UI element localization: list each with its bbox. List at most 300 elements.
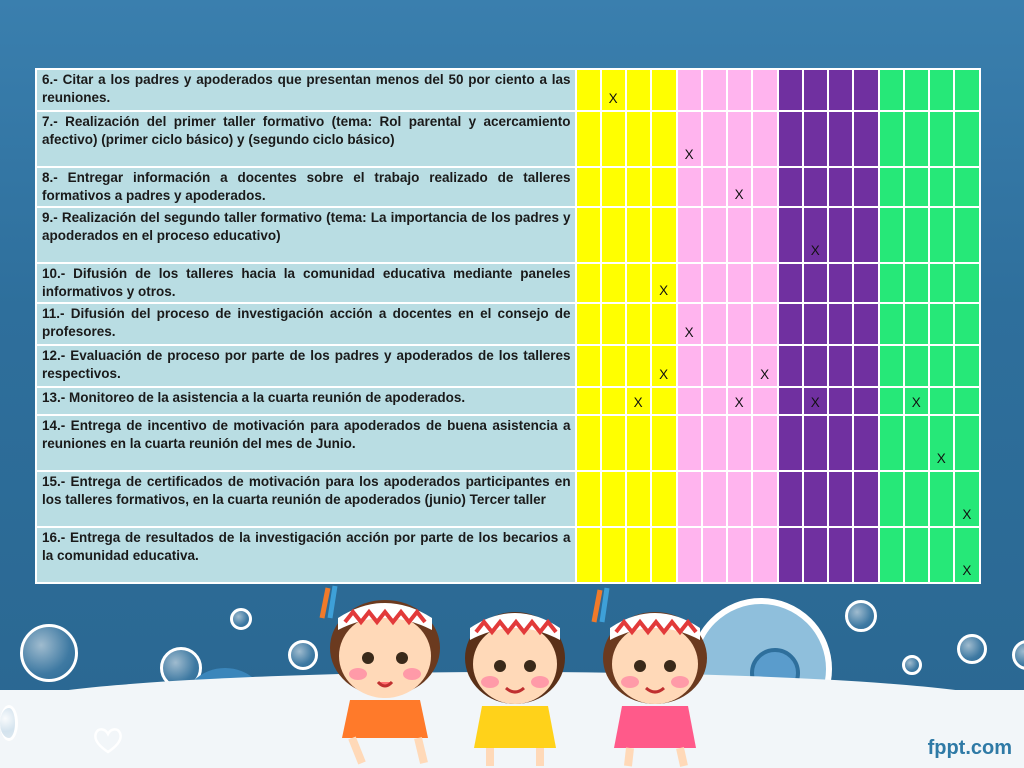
schedule-cell bbox=[626, 263, 651, 303]
schedule-cell bbox=[601, 471, 626, 527]
mark-x bbox=[930, 580, 953, 582]
mark-x bbox=[577, 300, 600, 302]
schedule-cell bbox=[828, 69, 853, 111]
mark-x bbox=[854, 412, 878, 414]
mark-x bbox=[602, 412, 625, 414]
schedule-cell bbox=[702, 69, 727, 111]
mark-x bbox=[854, 108, 878, 110]
mark-x bbox=[577, 342, 600, 344]
mark-x bbox=[753, 260, 777, 262]
schedule-cell bbox=[929, 345, 954, 387]
mark-x bbox=[880, 164, 903, 166]
mark-x bbox=[703, 300, 726, 302]
mark-x: X bbox=[962, 563, 972, 578]
schedule-cell bbox=[727, 303, 752, 345]
mark-x bbox=[829, 384, 852, 386]
mark-x bbox=[703, 108, 726, 110]
activity-schedule-table bbox=[35, 68, 981, 584]
table-row bbox=[36, 263, 980, 303]
mark-x bbox=[652, 204, 676, 206]
mark-x bbox=[602, 260, 625, 262]
mark-x bbox=[804, 108, 827, 110]
mark-x bbox=[854, 164, 878, 166]
schedule-cell bbox=[626, 387, 651, 415]
mark-x bbox=[602, 204, 625, 206]
mark-x bbox=[880, 300, 903, 302]
mark-x bbox=[905, 204, 928, 206]
schedule-cell bbox=[803, 207, 828, 263]
mark-x bbox=[930, 300, 953, 302]
schedule-cell bbox=[929, 415, 954, 471]
mark-x bbox=[829, 412, 852, 414]
mark-x bbox=[905, 468, 928, 470]
mark-x bbox=[577, 108, 600, 110]
schedule-cell bbox=[954, 69, 980, 111]
schedule-cell bbox=[727, 69, 752, 111]
mark-x bbox=[652, 468, 676, 470]
mark-x bbox=[602, 384, 625, 386]
mark-x bbox=[955, 342, 979, 344]
bubble-decoration bbox=[20, 624, 78, 682]
mark-x bbox=[955, 204, 979, 206]
schedule-cell bbox=[929, 111, 954, 167]
schedule-cell bbox=[778, 111, 803, 167]
schedule-cell bbox=[853, 263, 879, 303]
bubble-decoration bbox=[230, 608, 252, 630]
mark-x bbox=[804, 164, 827, 166]
schedule-cell bbox=[651, 527, 677, 583]
schedule-cell bbox=[576, 345, 601, 387]
mark-x bbox=[930, 204, 953, 206]
schedule-cell bbox=[626, 69, 651, 111]
schedule-cell bbox=[677, 387, 702, 415]
schedule-cell bbox=[954, 345, 980, 387]
schedule-cell bbox=[601, 111, 626, 167]
schedule-cell bbox=[727, 207, 752, 263]
schedule-cell bbox=[702, 263, 727, 303]
mark-x bbox=[854, 580, 878, 582]
mark-x bbox=[829, 260, 852, 262]
schedule-cell bbox=[626, 303, 651, 345]
schedule-cell bbox=[601, 415, 626, 471]
mark-x bbox=[880, 580, 903, 582]
mark-x bbox=[930, 384, 953, 386]
mark-x bbox=[829, 468, 852, 470]
mark-x bbox=[627, 342, 650, 344]
schedule-cell bbox=[904, 387, 929, 415]
schedule-cell bbox=[727, 527, 752, 583]
schedule-cell bbox=[752, 263, 778, 303]
schedule-cell bbox=[929, 387, 954, 415]
mark-x bbox=[930, 164, 953, 166]
schedule-cell bbox=[803, 527, 828, 583]
mark-x bbox=[753, 164, 777, 166]
schedule-cell bbox=[879, 415, 904, 471]
schedule-cell bbox=[954, 111, 980, 167]
schedule-cell bbox=[929, 471, 954, 527]
mark-x bbox=[728, 300, 751, 302]
schedule-cell bbox=[601, 387, 626, 415]
schedule-cell bbox=[778, 387, 803, 415]
schedule-cell bbox=[651, 207, 677, 263]
mark-x bbox=[930, 260, 953, 262]
schedule-cell bbox=[904, 263, 929, 303]
schedule-cell bbox=[677, 111, 702, 167]
schedule-cell bbox=[853, 415, 879, 471]
schedule-cell bbox=[727, 167, 752, 207]
mark-x: X bbox=[659, 283, 669, 298]
schedule-cell bbox=[752, 207, 778, 263]
mark-x: X bbox=[810, 395, 820, 410]
mark-x bbox=[779, 412, 802, 414]
schedule-cell bbox=[651, 387, 677, 415]
mark-x bbox=[779, 384, 802, 386]
mark-x bbox=[854, 260, 878, 262]
mark-x bbox=[577, 524, 600, 526]
mark-x bbox=[602, 300, 625, 302]
schedule-cell bbox=[702, 387, 727, 415]
schedule-cell bbox=[954, 527, 980, 583]
mark-x: X bbox=[684, 325, 694, 340]
schedule-cell bbox=[904, 303, 929, 345]
schedule-cell bbox=[677, 345, 702, 387]
schedule-cell bbox=[904, 207, 929, 263]
mark-x bbox=[753, 300, 777, 302]
mark-x bbox=[678, 300, 701, 302]
schedule-cell bbox=[601, 167, 626, 207]
schedule-cell bbox=[853, 167, 879, 207]
schedule-cell bbox=[929, 527, 954, 583]
mark-x bbox=[678, 524, 701, 526]
mark-x bbox=[955, 412, 979, 414]
activity-cell: 8.- Entregar información a docentes sobre el trabajo realizado de talleres formativos a padres y apoderados. bbox=[36, 167, 576, 207]
mark-x bbox=[779, 342, 802, 344]
schedule-cell bbox=[879, 527, 904, 583]
schedule-cell bbox=[828, 167, 853, 207]
activity-cell: 14.- Entrega de incentivo de motivación para apoderados de buena asistencia a reuniones en la cuarta reunión del mes de Junio. bbox=[36, 415, 576, 471]
schedule-cell bbox=[651, 303, 677, 345]
mark-x bbox=[703, 204, 726, 206]
mark-x bbox=[905, 260, 928, 262]
mark-x bbox=[627, 108, 650, 110]
mark-x bbox=[652, 342, 676, 344]
mark-x bbox=[728, 384, 751, 386]
schedule-cell bbox=[904, 527, 929, 583]
schedule-cell bbox=[803, 387, 828, 415]
mark-x bbox=[955, 108, 979, 110]
schedule-cell bbox=[778, 69, 803, 111]
mark-x bbox=[804, 204, 827, 206]
mark-x bbox=[652, 108, 676, 110]
mark-x bbox=[930, 524, 953, 526]
fppt-logo: fppt.com bbox=[927, 737, 1012, 759]
schedule-cell bbox=[803, 263, 828, 303]
mark-x bbox=[905, 524, 928, 526]
schedule-cell bbox=[702, 303, 727, 345]
mark-x bbox=[627, 260, 650, 262]
schedule-cell bbox=[576, 471, 601, 527]
schedule-cell bbox=[879, 167, 904, 207]
schedule-cell bbox=[727, 387, 752, 415]
schedule-cell bbox=[879, 207, 904, 263]
schedule-cell bbox=[803, 415, 828, 471]
schedule-cell bbox=[752, 345, 778, 387]
mark-x bbox=[728, 260, 751, 262]
mark-x bbox=[955, 164, 979, 166]
mark-x bbox=[703, 164, 726, 166]
mark-x bbox=[753, 468, 777, 470]
schedule-cell bbox=[727, 111, 752, 167]
mark-x bbox=[678, 468, 701, 470]
mark-x bbox=[905, 384, 928, 386]
schedule-cell bbox=[778, 263, 803, 303]
schedule-cell bbox=[702, 207, 727, 263]
mark-x bbox=[905, 342, 928, 344]
mark-x bbox=[829, 108, 852, 110]
schedule-cell bbox=[853, 471, 879, 527]
mark-x bbox=[905, 164, 928, 166]
mark-x bbox=[728, 342, 751, 344]
schedule-cell bbox=[879, 263, 904, 303]
schedule-cell bbox=[702, 415, 727, 471]
table-row bbox=[36, 167, 980, 207]
schedule-cell bbox=[778, 167, 803, 207]
mark-x bbox=[703, 412, 726, 414]
mark-x bbox=[577, 164, 600, 166]
schedule-cell bbox=[677, 69, 702, 111]
schedule-cell bbox=[702, 167, 727, 207]
mark-x bbox=[627, 300, 650, 302]
mark-x bbox=[779, 260, 802, 262]
mark-x: X bbox=[962, 507, 972, 522]
mark-x bbox=[627, 384, 650, 386]
bubble-decoration bbox=[957, 634, 987, 664]
schedule-cell bbox=[651, 415, 677, 471]
mark-x bbox=[753, 342, 777, 344]
schedule-cell bbox=[828, 471, 853, 527]
schedule-cell bbox=[727, 263, 752, 303]
mark-x bbox=[804, 342, 827, 344]
mark-x bbox=[753, 204, 777, 206]
mark-x bbox=[652, 164, 676, 166]
activity-cell: 10.- Difusión de los talleres hacia la comunidad educativa mediante paneles informativos y otros. bbox=[36, 263, 576, 303]
mark-x bbox=[728, 524, 751, 526]
schedule-cell bbox=[828, 387, 853, 415]
table-row bbox=[36, 345, 980, 387]
mark-x bbox=[728, 468, 751, 470]
schedule-cell bbox=[904, 471, 929, 527]
schedule-cell bbox=[803, 69, 828, 111]
table-row bbox=[36, 303, 980, 345]
activity-cell: 9.- Realización del segundo taller formativo (tema: La importancia de los padres y apoderados en el proceso educativo) bbox=[36, 207, 576, 263]
mark-x bbox=[627, 468, 650, 470]
schedule-cell bbox=[828, 207, 853, 263]
mark-x bbox=[577, 412, 600, 414]
mark-x bbox=[602, 164, 625, 166]
schedule-cell bbox=[904, 415, 929, 471]
schedule-cell bbox=[904, 69, 929, 111]
schedule-cell bbox=[752, 387, 778, 415]
schedule-cell bbox=[778, 527, 803, 583]
mark-x bbox=[779, 204, 802, 206]
mark-x bbox=[577, 260, 600, 262]
mark-x bbox=[804, 580, 827, 582]
schedule-cell bbox=[651, 345, 677, 387]
schedule-cell bbox=[778, 207, 803, 263]
schedule-cell bbox=[828, 111, 853, 167]
schedule-cell bbox=[677, 207, 702, 263]
schedule-cell bbox=[626, 167, 651, 207]
mark-x bbox=[930, 108, 953, 110]
schedule-cell bbox=[879, 345, 904, 387]
mark-x bbox=[854, 300, 878, 302]
schedule-cell bbox=[677, 527, 702, 583]
mark-x bbox=[753, 412, 777, 414]
mark-x bbox=[930, 342, 953, 344]
activity-cell: 13.- Monitoreo de la asistencia a la cuarta reunión de apoderados. bbox=[36, 387, 576, 415]
mark-x: X bbox=[633, 395, 643, 410]
mark-x bbox=[703, 342, 726, 344]
activity-cell: 16.- Entrega de resultados de la investigación acción por parte de los becarios a la comunidad educativa. bbox=[36, 527, 576, 583]
mark-x bbox=[678, 260, 701, 262]
schedule-cell bbox=[576, 207, 601, 263]
mark-x bbox=[602, 468, 625, 470]
schedule-cell bbox=[929, 69, 954, 111]
table-row bbox=[36, 387, 980, 415]
mark-x bbox=[955, 300, 979, 302]
mark-x bbox=[602, 524, 625, 526]
schedule-cell bbox=[904, 111, 929, 167]
children-illustration bbox=[300, 578, 740, 768]
table-row bbox=[36, 471, 980, 527]
schedule-cell bbox=[576, 415, 601, 471]
schedule-cell bbox=[626, 527, 651, 583]
schedule-cell bbox=[853, 387, 879, 415]
schedule-cell bbox=[702, 527, 727, 583]
mark-x bbox=[703, 468, 726, 470]
schedule-cell bbox=[601, 207, 626, 263]
mark-x bbox=[854, 384, 878, 386]
mark-x bbox=[955, 260, 979, 262]
schedule-cell bbox=[626, 111, 651, 167]
schedule-cell bbox=[778, 303, 803, 345]
table-row bbox=[36, 527, 980, 583]
mark-x bbox=[854, 204, 878, 206]
activity-cell: 6.- Citar a los padres y apoderados que presentan menos del 50 por ciento a las reuniones. bbox=[36, 69, 576, 111]
schedule-cell bbox=[626, 471, 651, 527]
mark-x bbox=[577, 384, 600, 386]
mark-x: X bbox=[810, 243, 820, 258]
mark-x bbox=[779, 164, 802, 166]
schedule-cell bbox=[879, 69, 904, 111]
activity-cell: 12.- Evaluación de proceso por parte de los padres y apoderados de los talleres respectivos. bbox=[36, 345, 576, 387]
schedule-cell bbox=[752, 527, 778, 583]
mark-x: X bbox=[911, 395, 921, 410]
schedule-cell bbox=[576, 69, 601, 111]
mark-x bbox=[880, 342, 903, 344]
schedule-cell bbox=[879, 303, 904, 345]
schedule-cell bbox=[576, 167, 601, 207]
mark-x bbox=[880, 384, 903, 386]
mark-x bbox=[880, 468, 903, 470]
mark-x bbox=[955, 468, 979, 470]
schedule-cell bbox=[601, 527, 626, 583]
schedule-cell bbox=[626, 345, 651, 387]
mark-x: X bbox=[608, 91, 618, 106]
mark-x bbox=[880, 204, 903, 206]
schedule-cell bbox=[853, 345, 879, 387]
schedule-cell bbox=[879, 111, 904, 167]
schedule-cell bbox=[601, 263, 626, 303]
schedule-cell bbox=[677, 303, 702, 345]
schedule-cell bbox=[576, 263, 601, 303]
schedule-cell bbox=[752, 303, 778, 345]
schedule-cell bbox=[929, 303, 954, 345]
mark-x: X bbox=[734, 187, 744, 202]
schedule-cell bbox=[803, 167, 828, 207]
mark-x bbox=[602, 342, 625, 344]
mark-x bbox=[753, 524, 777, 526]
schedule-cell bbox=[828, 263, 853, 303]
schedule-cell bbox=[778, 345, 803, 387]
mark-x bbox=[779, 580, 802, 582]
mark-x: X bbox=[734, 395, 744, 410]
mark-x bbox=[905, 108, 928, 110]
schedule-cell bbox=[626, 207, 651, 263]
schedule-cell bbox=[803, 345, 828, 387]
mark-x bbox=[627, 204, 650, 206]
mark-x bbox=[678, 108, 701, 110]
mark-x bbox=[854, 524, 878, 526]
schedule-cell bbox=[803, 471, 828, 527]
mark-x bbox=[678, 384, 701, 386]
schedule-cell bbox=[853, 69, 879, 111]
schedule-cell bbox=[702, 471, 727, 527]
mark-x bbox=[829, 164, 852, 166]
mark-x bbox=[880, 412, 903, 414]
schedule-cell bbox=[702, 345, 727, 387]
schedule-cell bbox=[752, 471, 778, 527]
mark-x bbox=[880, 108, 903, 110]
mark-x bbox=[753, 108, 777, 110]
mark-x bbox=[728, 108, 751, 110]
schedule-cell bbox=[651, 167, 677, 207]
table-row bbox=[36, 111, 980, 167]
mark-x bbox=[652, 412, 676, 414]
mark-x bbox=[804, 384, 827, 386]
mark-x bbox=[854, 342, 878, 344]
schedule-cell bbox=[677, 415, 702, 471]
schedule-cell bbox=[626, 415, 651, 471]
table-row bbox=[36, 69, 980, 111]
schedule-cell bbox=[752, 69, 778, 111]
activity-cell: 15.- Entrega de certificados de motivación para los apoderados participantes en los talleres formativos, en la cuarta reunión de apoderados (junio) Tercer taller bbox=[36, 471, 576, 527]
bubble-decoration bbox=[845, 600, 877, 632]
mark-x bbox=[955, 384, 979, 386]
mark-x bbox=[930, 412, 953, 414]
mark-x bbox=[652, 524, 676, 526]
schedule-cell bbox=[853, 527, 879, 583]
mark-x bbox=[779, 300, 802, 302]
mark-x bbox=[880, 524, 903, 526]
schedule-cell bbox=[702, 111, 727, 167]
mark-x bbox=[703, 260, 726, 262]
schedule-cell bbox=[677, 167, 702, 207]
schedule-cell bbox=[954, 415, 980, 471]
mark-x bbox=[905, 300, 928, 302]
schedule-cell bbox=[828, 345, 853, 387]
schedule-cell bbox=[752, 167, 778, 207]
